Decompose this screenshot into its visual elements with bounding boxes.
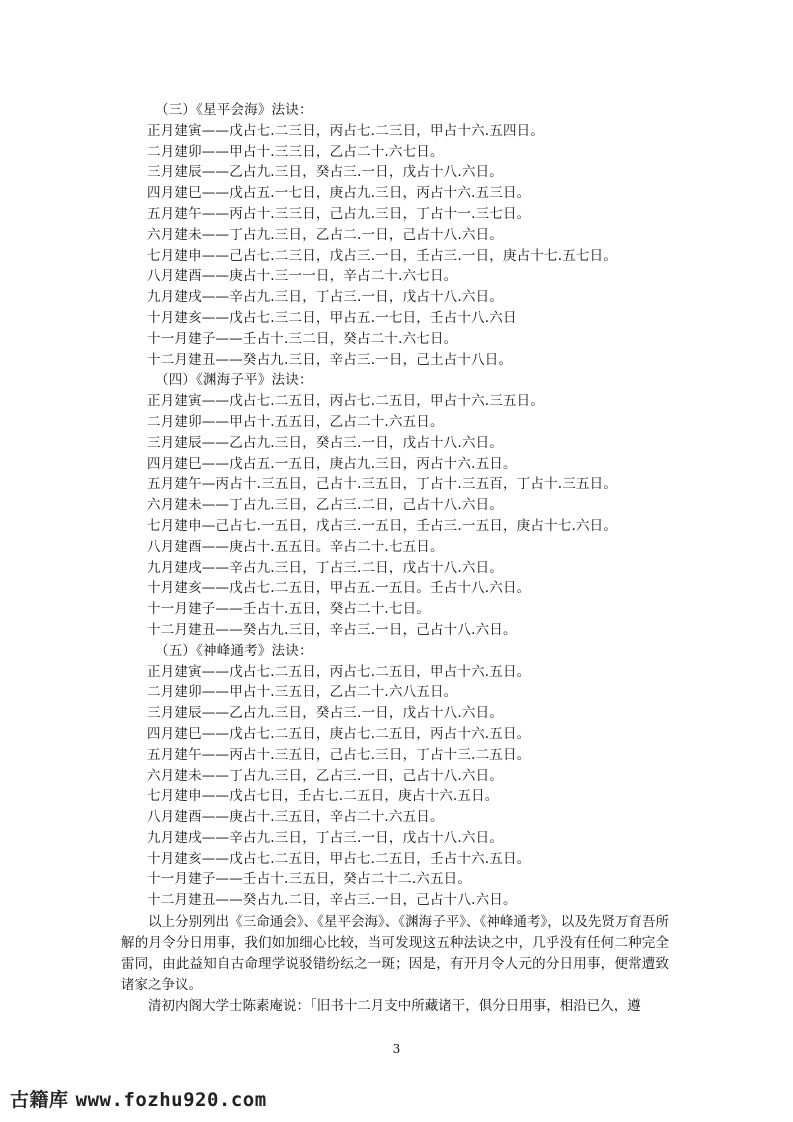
month-rule-line: 七月建申——戊占七日，壬占七.二五日，庚占十六.五日。 bbox=[147, 788, 499, 805]
section-heading: （五）《神峰通考》法诀： bbox=[155, 642, 313, 659]
month-rule-line: 八月建酉——庚占十.五五日。辛占二十.七五日。 bbox=[147, 538, 444, 555]
month-rule-line: 九月建戌——辛占九.三日，丁占三.二日，戊占十八.六日。 bbox=[147, 559, 503, 576]
watermark-cjk: 古籍库 bbox=[10, 1089, 69, 1111]
section-heading: （四）《渊海子平》法诀： bbox=[155, 372, 313, 389]
month-rule-line: 四月建巳——戊占七.二五日，庚占七.二五日，丙占十六.五日。 bbox=[147, 725, 531, 742]
month-rule-line: 二月建卯——甲占十.五五日，乙占二十.六五日。 bbox=[147, 413, 444, 430]
month-rule-line: 十二月建丑——癸占九.二日，辛占三.一日，己占十八.六日。 bbox=[147, 892, 517, 909]
month-rule-line: 三月建辰——乙占九.三日，癸占三.一日，戊占十八.六日。 bbox=[147, 705, 503, 722]
section-heading: （三）《星平会海》法诀： bbox=[155, 102, 313, 118]
document-body bbox=[147, 100, 667, 911]
month-rule-line: 五月建午——丙占十.三五日，己占七.三日，丁占十三.二五日。 bbox=[147, 746, 531, 763]
paragraph: 清初内阁大学士陈素庵说：「旧书十二月支中所藏诸干，俱分日用事，相沿已久，遵 bbox=[148, 998, 641, 1014]
month-rule-line: 正月建寅——戊占七.二五日，丙占七.二五日，甲占十六.三五日。 bbox=[147, 393, 545, 410]
month-rule-line: 八月建酉——庚占十.三一一日，辛占二十.六七日。 bbox=[147, 268, 458, 285]
month-rule-line: 十一月建子——壬占十.三二日，癸占二十.六七日。 bbox=[147, 330, 458, 347]
month-rule-line: 十二月建丑——癸占九.三日，辛占三.一日，己土占十八日。 bbox=[147, 351, 513, 368]
page-number: 3 bbox=[392, 1042, 401, 1056]
month-rule-line: 十一月建子——壬占十.三五日，癸占二十二.六五日。 bbox=[147, 871, 472, 888]
month-rule-line: 十一月建子——壬占十.五日，癸占二十.七日。 bbox=[147, 601, 430, 618]
month-rule-line: 三月建辰——乙占九.三日，癸占三.一日，戊占十八.六日。 bbox=[147, 164, 503, 181]
month-rule-line: 七月建申——己占七.二三日，戊占三.一日，壬占三.一日，庚占十七.五七日。 bbox=[147, 247, 618, 264]
month-rule-line: 十月建亥——戊占七.三二日，甲占五.一七日，壬占十八.六日 bbox=[147, 309, 517, 326]
month-rule-line: 五月建午—丙占十.三五日，己占十.三五日，丁占十.三五百，丁占十.三五日。 bbox=[147, 476, 618, 493]
month-rule-line: 正月建寅——戊占七.二三日，丙占七.二三日，甲占十六.五四日。 bbox=[147, 122, 545, 139]
month-rule-line: 六月建未——丁占九.三日，乙占二.一日，己占十八.六日。 bbox=[147, 226, 503, 243]
month-rule-line: 三月建辰——乙占九.三日，癸占三.一日，戊占十八.六日。 bbox=[147, 434, 503, 451]
month-rule-line: 六月建未——丁占九.三日，乙占三.二日，己占十八.六日。 bbox=[147, 497, 503, 514]
commentary-paragraphs bbox=[121, 912, 669, 1017]
month-rule-line: 二月建卯——甲占十.三三日，乙占二十.六七日。 bbox=[147, 143, 444, 160]
month-rule-line: 十月建亥——戊占七.二五日，甲占七.二五日，壬占十六.五日。 bbox=[147, 850, 531, 867]
site-watermark bbox=[10, 1085, 267, 1112]
month-rule-line: 四月建巳——戊占五.一七日，庚占九.三日，丙占十六.五三日。 bbox=[147, 185, 531, 202]
month-rule-line: 七月建申—己占七.一五日，戊占三.一五日，壬占三.一五日，庚占十七.六日。 bbox=[147, 517, 618, 534]
watermark-url: www.fozhu920.com bbox=[75, 1089, 267, 1111]
month-rule-line: 二月建卯——甲占十.三五日，乙占二十.六八五日。 bbox=[147, 684, 458, 701]
month-rule-line: 五月建午——丙占十.三三日，己占九.三日，丁占十一.三七日。 bbox=[147, 205, 531, 222]
month-rule-line: 十二月建丑——癸占九.三日，辛占三.一日，己占十八.六日。 bbox=[147, 621, 517, 638]
month-rule-line: 八月建酉——庚占十.三五日，辛占二十.六五日。 bbox=[147, 809, 444, 826]
month-rule-line: 六月建未——丁占九.三日，乙占三.一日，己占十八.六日。 bbox=[147, 767, 503, 784]
month-rule-line: 九月建戌——辛占九.三日，丁占三.一日，戊占十八.六日。 bbox=[147, 829, 503, 846]
month-rule-line: 四月建巳——戊占五.一五日，庚占九.三日，丙占十六.五日。 bbox=[147, 455, 517, 472]
month-rule-line: 十月建亥——戊占七.二五日，甲占五.一五日。壬占十八.六日。 bbox=[147, 580, 531, 597]
month-rule-line: 九月建戌——辛占九.三日，丁占三.一日，戊占十八.六日。 bbox=[147, 289, 503, 306]
month-rule-line: 正月建寅——戊占七.二五日，丙占七.二五日，甲占十六.五日。 bbox=[147, 663, 531, 680]
paragraph: 以上分别列出《三命通会》、《星平会海》、《渊海子平》、《神峰通考》，以及先贤万育吾所解的月令分日用事，我们如加细心比较，当可发现这五种法诀之中，几乎没有任何二种完全雷同，由此益知自古命理学说驳错纷纭之一斑；因是，有开月令人元的分日用事，便常遭致诸家之争议。 bbox=[121, 914, 669, 993]
